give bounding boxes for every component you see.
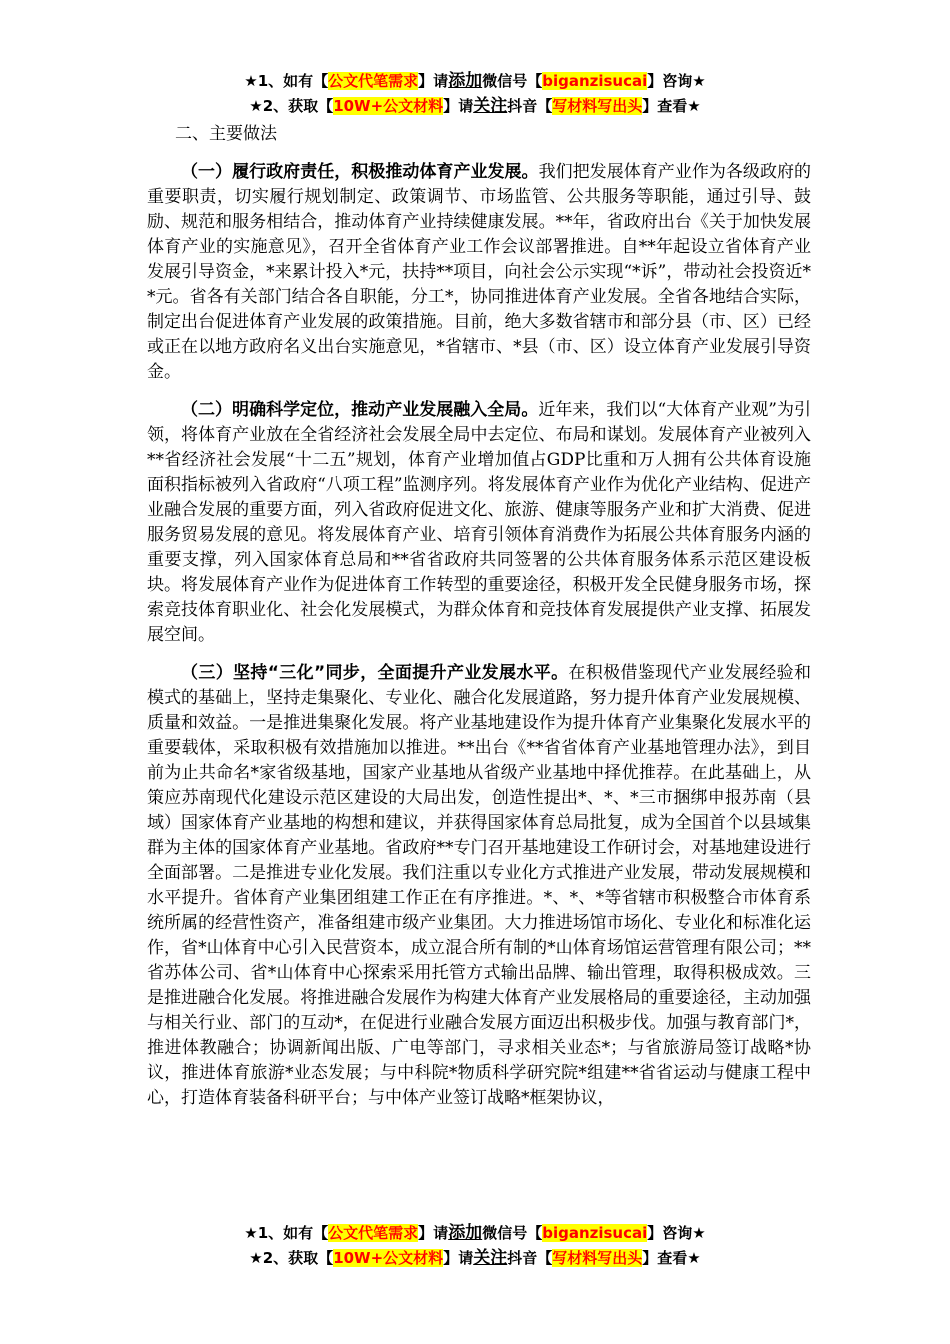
banner-text: 微信号【 (482, 72, 543, 90)
banner-text: 】咨询★ (647, 1224, 706, 1242)
document-body (147, 122, 811, 1124)
banner-highlight: 10W+公文材料 (333, 97, 444, 115)
banner-text: ★1、如有【 (244, 72, 329, 90)
banner-text: 】查看★ (642, 1249, 701, 1267)
banner-highlight: 写材料写出头 (552, 97, 643, 115)
paragraph-lead: （二）明确科学定位，推动产业发展融入全局。 (181, 400, 539, 420)
promo-banner-top-line-2 (0, 95, 950, 117)
banner-text: 抖音【 (507, 97, 553, 115)
paragraph-body: 在积极借鉴现代产业发展经验和模式的基础上，坚持走集聚化、专业化、融合化发展道路，努力提升体育产业发展规模、质量和效益。一是推进集聚化发展。将产业基地建设作为提升体育产业集聚化发展水平的重要载体，采取积极有效措施加以推进。**出台《**省省体育产业基地管理办法》，到目前为止共命名*家省级基地，国家产业基地从省级产业基地中择优推荐。在此基础上，从策应苏南现代化建设示范区建设的大局出发，创造性提出*、*、*三市捆绑申报苏南（县域）国家体育产业基地的构想和建议，并获得国家体育总局批复，成为全国首个以县域集群为主体的国家体育产业基地。省政府**专门召开基地建设工作研讨会，对基地建设进行全面部署。二是推进专业化发展。我们注重以专业化方式推进产业发展，带动发展规模和水平提升。省体育产业集团组建工作正在有序推进。*、*、*等省辖市积极整合市体育系统所属的经营性资产，准备组建市级产业集团。大力推进场馆市场化、专业化和标准化运作，省*山体育中心引入民营资本，成立混合所有制的*山体育场馆运营管理有限公司；**省苏体公司、省*山体育中心探索采用托管方式输出品牌、输出管理，取得积极成效。三是推进融合化发展。将推进融合发展作为构建大体育产业发展格局的重要途径，主动加强与相关行业、部门的互动*，在促进行业融合发展方面迈出积极步伐。加强与教育部门*，推进体教融合；协调新闻出版、广电等部门，寻求相关业态*；与省旅游局签订战略*协议，推进体育旅游*业态发展；与中科院*物质科学研究院*组建**省省运动与健康工程中心，打造体育装备科研平台；与中体产业签订战略*框架协议， (147, 663, 811, 1108)
banner-highlight: biganzisucai (542, 1224, 648, 1242)
banner-underlined: 关注 (473, 96, 508, 116)
banner-highlight: 写材料写出头 (552, 1249, 643, 1267)
paragraph-body: 近年来，我们以“大体育产业观”为引领，将体育产业放在全省经济社会发展全局中去定位、布局和谋划。发展体育产业被列入**省经济社会发展“十二五”规划，体育产业增加值占GDP比重和万人拥有公共体育设施面积指标被列入省政府“八项工程”监测序列。将发展体育产业作为优化产业结构、促进产业融合发展的重要方面，列入省政府促进文化、旅游、健康等服务产业和扩大消费、促进服务贸易发展的意见。将发展体育产业、培育引领体育消费作为拓展公共体育服务内涵的重要支撑，列入国家体育总局和**省省政府共同签署的公共体育服务体系示范区建设板块。将发展体育产业作为促进体育工作转型的重要途径，积极开发全民健身服务市场，探索竞技体育职业化、社会化发展模式，为群众体育和竞技体育发展提供产业支撑、拓展发展空间。 (147, 400, 812, 645)
promo-banner-bottom-line-2 (0, 1247, 950, 1269)
paragraph-lead: （一）履行政府责任，积极推动体育产业发展。 (181, 162, 539, 182)
banner-text: 】请 (418, 72, 449, 90)
banner-highlight: biganzisucai (542, 72, 648, 90)
banner-text: 】请 (443, 1249, 474, 1267)
banner-highlight: 10W+公文材料 (333, 1249, 444, 1267)
banner-highlight: 公文代笔需求 (328, 1224, 419, 1242)
promo-banner-bottom-line-1 (0, 1222, 950, 1244)
banner-underlined: 添加 (448, 1223, 483, 1243)
paragraph-2 (147, 398, 811, 648)
banner-text: 微信号【 (482, 1224, 543, 1242)
paragraph-body: 我们把发展体育产业作为各级政府的重要职责，切实履行规划制定、政策调节、市场监管、公共服务等职能，通过引导、鼓励、规范和服务相结合，推动体育产业持续健康发展。**年，省政府出台《关于加快发展体育产业的实施意见》，召开全省体育产业工作会议部署推进。自**年起设立省体育产业发展引导资金，*来累计投入*元，扶持**项目，向社会公示实现“*诉”，带动社会投资近**元。省各有关部门结合各自职能，分工*，协同推进体育产业发展。全省各地结合实际，制定出台促进体育产业发展的政策措施。目前，绝大多数省辖市和部分县（市、区）已经或正在以地方政府名义出台实施意见，*省辖市、*县（市、区）设立体育产业发展引导资金。 (147, 162, 812, 382)
banner-text: ★2、获取【 (249, 97, 334, 115)
banner-highlight: 公文代笔需求 (328, 72, 419, 90)
section-heading: 二、主要做法 (175, 124, 277, 144)
paragraph-3 (147, 661, 811, 1111)
banner-text: 抖音【 (507, 1249, 553, 1267)
banner-underlined: 添加 (448, 71, 483, 91)
paragraph-1 (147, 160, 811, 385)
promo-banner-top-line-1 (0, 70, 950, 92)
paragraph-lead: （三）坚持“三化”同步，全面提升产业发展水平。 (181, 663, 569, 683)
banner-text: ★2、获取【 (249, 1249, 334, 1267)
banner-underlined: 关注 (473, 1248, 508, 1268)
banner-text: 】请 (443, 97, 474, 115)
banner-text: 】咨询★ (647, 72, 706, 90)
banner-text: 】查看★ (642, 97, 701, 115)
banner-text: ★1、如有【 (244, 1224, 329, 1242)
banner-text: 】请 (418, 1224, 449, 1242)
